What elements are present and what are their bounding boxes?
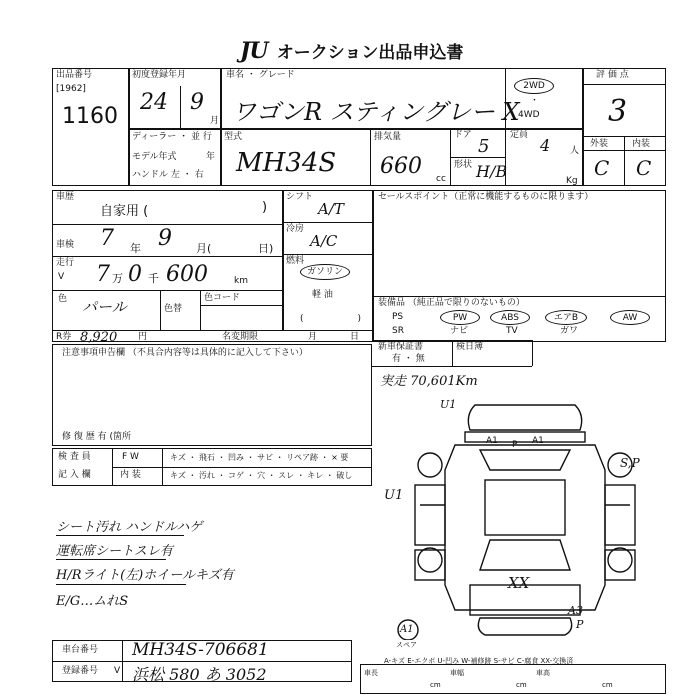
- size-unit-2: cm: [516, 681, 527, 689]
- color-change: 色替: [164, 304, 183, 314]
- displacement-label: 排気量: [374, 132, 402, 142]
- capacity-value: 4: [540, 136, 551, 155]
- header: [240, 38, 463, 64]
- plate-value: 浜松 580 あ 3052: [132, 665, 267, 684]
- equip-navi: ナビ: [450, 326, 469, 336]
- notes-label: 注意事項申告欄 （不具合内容等は具体的に記入して下さい）: [62, 348, 308, 358]
- displacement-value: 660: [380, 154, 422, 179]
- color-code-label: 色コード: [204, 293, 241, 303]
- lot-number: 1160: [62, 104, 118, 129]
- plate-sub: V: [114, 666, 121, 676]
- inspection-year: 7: [100, 226, 114, 251]
- doors-label: ドア: [454, 130, 472, 140]
- fuel-label: 燃料: [286, 256, 305, 266]
- repair-history: 修 復 歴 有 (箇所: [62, 432, 131, 442]
- drive-4wd: 4WD: [518, 110, 540, 120]
- mileage-unit: km: [234, 276, 248, 286]
- chassis-value: MH34S-706681: [132, 640, 269, 660]
- drive-2wd: 2WD: [514, 78, 554, 94]
- mark-front-p: P: [512, 440, 518, 450]
- mark-rear-xx: XX: [508, 574, 530, 592]
- note-line-2: 運転席シートスレ有: [56, 544, 173, 559]
- mark-left-u1: U1: [384, 488, 404, 503]
- registration-month: 9: [190, 90, 204, 115]
- color-label: 色: [58, 294, 68, 304]
- damage-legend: A-キズ E-エクボ U-凹み W-補修跡 S-サビ C-腐食 XX-交換済: [384, 657, 574, 665]
- equip-sr: SR: [392, 326, 404, 336]
- warranty-options: 有 ・ 無: [392, 354, 425, 364]
- fuel-gasoline: ガソリン: [300, 264, 350, 280]
- form-title: オークション出品申込書: [276, 43, 464, 63]
- car-damage-diagram: [380, 390, 680, 640]
- dealer-label: ディーラー ・ 並 行: [132, 132, 212, 142]
- recycle-label: R券: [56, 332, 72, 342]
- model-year-unit: 年: [206, 152, 216, 162]
- sales-point-label: セールスポイント（正常に機能するものに限ります）: [378, 192, 594, 202]
- mileage-sen: 千: [148, 272, 159, 285]
- mark-front-a1: A1: [486, 436, 498, 446]
- history-close: ): [262, 200, 268, 215]
- size-unit-3: cm: [602, 681, 613, 689]
- type-label: 型式: [224, 132, 243, 142]
- mileage-zero: 0: [128, 262, 142, 287]
- registration-year: 24: [140, 90, 168, 115]
- rating-label: 評 価 点: [596, 70, 629, 80]
- weight-unit: Kg: [566, 176, 578, 186]
- mileage-sub: V: [58, 272, 65, 282]
- equip-aw: AW: [610, 310, 650, 325]
- meigi-day: 日: [350, 332, 360, 342]
- inspector-fw: F W: [122, 452, 139, 462]
- car-name: ワゴンR スティングレー X: [232, 98, 520, 126]
- meigi-month: 月: [308, 332, 318, 342]
- fuel-diesel: 軽 油: [312, 290, 333, 300]
- note-line-4: E/G…ムれS: [56, 594, 129, 609]
- inspector-int-codes: キズ ・ 汚れ ・ コゲ ・ 穴 ・ スレ ・ キレ ・ 破し: [170, 471, 353, 480]
- size-length: 車長: [364, 669, 378, 677]
- equipment-label: 装備品 （純正品で限りのないもの）: [378, 298, 525, 308]
- ac-value: A/C: [310, 232, 338, 250]
- shift-label: シフト: [286, 192, 314, 202]
- recycle-value: 8,920: [80, 330, 118, 345]
- inspection-label: 車検: [56, 240, 75, 250]
- mark-rear-a3: A3: [568, 604, 583, 617]
- model-year-label: モデル年式: [132, 152, 177, 162]
- equip-tv: TV: [506, 326, 518, 336]
- warranty-label: 新車保証書: [378, 342, 424, 352]
- equip-ps: PS: [392, 312, 404, 322]
- ext-grade-label: 外装: [590, 139, 609, 149]
- equip-abs: ABS: [490, 310, 530, 325]
- rating-value: 3: [608, 94, 628, 129]
- history-value: 自家用 (: [100, 204, 149, 219]
- int-grade-label: 内装: [632, 139, 651, 149]
- capacity-unit: 人: [570, 146, 580, 156]
- mark-top-u1: U1: [440, 398, 457, 411]
- meigi-label: 名変期限: [222, 332, 259, 342]
- model-header: 車名 ・ グレード: [226, 70, 295, 80]
- inspection-day-unit: 日): [258, 242, 274, 255]
- mark-front-a1b: A1: [532, 436, 544, 446]
- notes-section: [52, 344, 372, 446]
- ext-grade-value: C: [594, 156, 610, 180]
- size-width: 車幅: [450, 669, 464, 677]
- size-unit-1: cm: [430, 681, 441, 689]
- lot-label: 出品番号: [56, 70, 93, 80]
- shape-label: 形状: [454, 160, 473, 170]
- odometer-note: 実走 70,601Km: [380, 374, 478, 389]
- mileage-man: 7: [96, 262, 110, 287]
- ac-label: 冷房: [286, 224, 305, 234]
- capacity-label: 定員: [510, 130, 529, 140]
- equip-gawa: ガワ: [560, 326, 579, 336]
- mileage-man-unit: 万: [112, 272, 123, 285]
- note-line-3: H/Rライト(左)ホイールキズ有: [56, 568, 234, 583]
- registration-month-unit: 月: [210, 116, 220, 126]
- mark-right-sp: S,P: [620, 456, 640, 470]
- inspection-year-unit: 年: [130, 242, 141, 255]
- equip-pw: PW: [440, 310, 480, 325]
- mark-rear-p: P: [576, 618, 584, 631]
- history-label: 車歴: [56, 192, 75, 202]
- inspector-fw-codes: キズ ・ 飛石 ・ 凹み ・ サビ ・ リペア跡 ・ × 要: [170, 453, 349, 462]
- warranty-book: 検日簿: [456, 342, 484, 352]
- inspector-label-2: 記 入 欄: [58, 470, 91, 480]
- brand-logo: JU: [240, 38, 268, 64]
- size-height: 車高: [536, 669, 550, 677]
- inspector-interior: 内 装: [120, 470, 141, 480]
- handle-label: ハンドル 左 ・ 右: [132, 170, 204, 180]
- chassis-label: 車台番号: [62, 645, 99, 655]
- recycle-yen: 円: [138, 332, 148, 342]
- lot-code: [1962]: [56, 84, 86, 94]
- shape-value: H/B: [476, 162, 508, 181]
- color-value: パール: [82, 298, 127, 316]
- spare-label: スペア: [396, 641, 417, 649]
- drive-separator: ・: [530, 96, 540, 106]
- top-section: [52, 68, 666, 186]
- size-row: [360, 664, 666, 694]
- type-value: MH34S: [236, 148, 337, 178]
- fuel-paren: ( ): [300, 314, 362, 324]
- registration-label: 初度登録年月: [132, 70, 187, 80]
- shift-value: A/T: [318, 200, 344, 218]
- note-line-1: シート汚れ ハンドルハゲ: [56, 520, 203, 535]
- int-grade-value: C: [636, 156, 652, 180]
- mileage-rest: 600: [166, 262, 208, 287]
- doors-value: 5: [478, 136, 490, 157]
- inspection-month: 9: [158, 226, 172, 251]
- mark-spare-a1: A1: [400, 624, 414, 635]
- displacement-unit: cc: [436, 174, 446, 184]
- mileage-label: 走行: [56, 258, 75, 268]
- inspector-label-1: 検 査 員: [58, 452, 91, 462]
- plate-label: 登録番号: [62, 666, 99, 676]
- inspection-month-unit: 月(: [196, 242, 212, 255]
- equip-airbag: エアB: [545, 310, 587, 325]
